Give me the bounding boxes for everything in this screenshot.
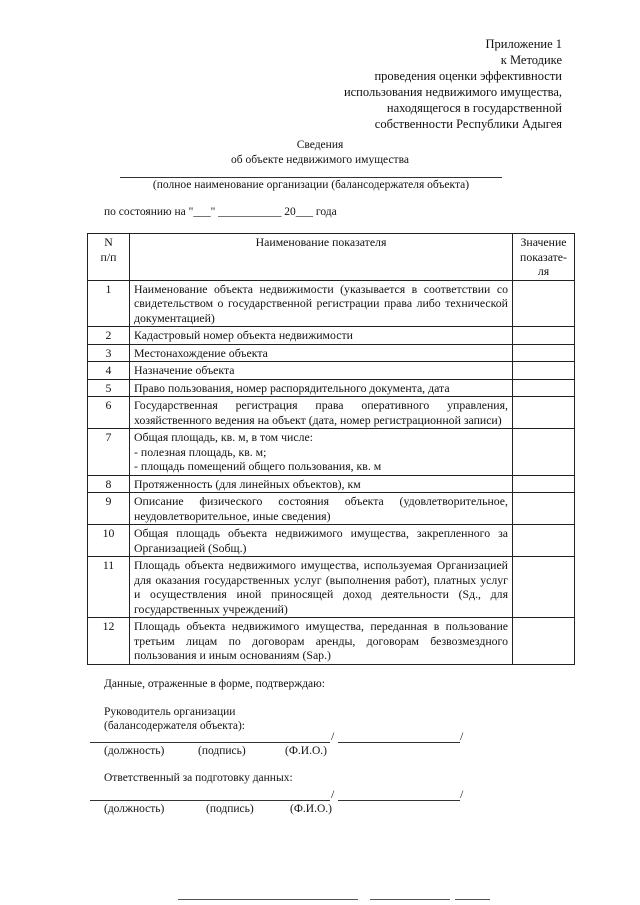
position-signature-line[interactable]	[90, 742, 330, 743]
row-number: 10	[88, 525, 130, 557]
row-indicator-line: Общая площадь, кв. м, в том числе:	[134, 430, 313, 444]
row-indicator: Назначение объекта	[130, 362, 513, 380]
slash-separator: /	[460, 729, 464, 743]
row-value-cell[interactable]	[513, 475, 575, 493]
row-indicator: Протяженность (для линейных объектов), км	[130, 475, 513, 493]
row-value-cell[interactable]	[513, 280, 575, 327]
header-value-line: ля	[537, 264, 550, 278]
caption-name: (Ф.И.О.)	[285, 745, 327, 757]
row-value-cell[interactable]	[513, 379, 575, 397]
appendix-header	[262, 36, 562, 132]
header-value-line: показате-	[520, 249, 567, 264]
row-indicator-line: - площадь помещений общего пользования, кв. м	[134, 459, 382, 473]
row-value-cell[interactable]	[513, 493, 575, 525]
row-number: 11	[88, 557, 130, 618]
row-indicator: Общая площадь объекта недвижимого имущества, закрепленного за Организацией (Sобщ.)	[130, 525, 513, 557]
table-row	[88, 557, 575, 618]
appendix-line: собственности Республики Адыгея	[374, 117, 562, 131]
table-row	[88, 362, 575, 380]
header-number-line: N	[104, 235, 113, 249]
organization-name-line	[120, 177, 502, 178]
row-number: 12	[88, 618, 130, 665]
table-row	[88, 280, 575, 327]
row-indicator: Наименование объекта недвижимости (указывается в соответствии со свидетельством о государственной регистрации права либо технической документацией)	[130, 280, 513, 327]
slash-separator: /	[460, 787, 464, 801]
row-value-cell[interactable]	[513, 362, 575, 380]
responsible-person-label: Ответственный за подготовку данных:	[104, 772, 293, 784]
document-title: Сведения	[296, 139, 344, 151]
table-row	[88, 475, 575, 493]
header-value-line: Значение	[520, 235, 567, 249]
table-row	[88, 618, 575, 665]
table-row	[88, 429, 575, 476]
row-value-cell[interactable]	[513, 618, 575, 665]
table-row	[88, 379, 575, 397]
document-subtitle: об объекте недвижимого имущества	[231, 154, 409, 166]
position-signature-line[interactable]	[90, 800, 330, 801]
row-number: 2	[88, 327, 130, 345]
table-row	[88, 397, 575, 429]
table-header-row	[88, 234, 575, 281]
row-number: 8	[88, 475, 130, 493]
appendix-line: использования недвижимого имущества,	[343, 85, 562, 99]
header-number-line: п/п	[100, 249, 117, 264]
row-indicator: Площадь объекта недвижимого имущества, переданная в пользование третьим лицам по договорам аренды, договорам безвозмездного пользования и иным основаниям (Sар.)	[130, 618, 513, 665]
row-number: 1	[88, 280, 130, 327]
name-line[interactable]	[338, 800, 460, 801]
organization-caption: (полное наименование организации (балансодержателя объекта)	[152, 179, 470, 191]
appendix-line: проведения оценки эффективности	[374, 69, 562, 83]
table-row	[88, 493, 575, 525]
row-number: 7	[88, 429, 130, 476]
caption-position: (должность)	[104, 745, 165, 757]
header-value	[513, 234, 575, 281]
row-value-cell[interactable]	[513, 557, 575, 618]
row-value-cell[interactable]	[513, 429, 575, 476]
row-value-cell[interactable]	[513, 344, 575, 362]
head-of-organization	[104, 705, 245, 733]
head-line: Руководитель организации	[104, 706, 236, 718]
row-indicator: Местонахождение объекта	[130, 344, 513, 362]
row-number: 5	[88, 379, 130, 397]
row-indicator-line: - полезная площадь, кв. м;	[134, 444, 267, 459]
appendix-line: к Методике	[500, 53, 562, 67]
table-row	[88, 327, 575, 345]
slash-separator: /	[331, 787, 335, 801]
head-line: (балансодержателя объекта):	[104, 720, 245, 732]
page-bottom-rule	[178, 899, 358, 900]
row-number: 4	[88, 362, 130, 380]
row-number: 3	[88, 344, 130, 362]
row-number: 6	[88, 397, 130, 429]
header-number	[88, 234, 130, 281]
as-of-date-line: по состоянию на "___" ___________ 20___ года	[104, 206, 337, 218]
row-value-cell[interactable]	[513, 525, 575, 557]
row-number: 9	[88, 493, 130, 525]
table-row	[88, 525, 575, 557]
row-indicator: Кадастровый номер объекта недвижимости	[130, 327, 513, 345]
row-indicator: Площадь объекта недвижимого имущества, используемая Организацией для оказания государственных услуг (выполнения работ), платных услуг и осуществления иной приносящей доход деятельности (Sд., для государственных учреждений)	[130, 557, 513, 618]
page-bottom-rule	[455, 899, 490, 900]
property-info-table	[87, 233, 575, 665]
row-indicator	[130, 429, 513, 476]
confirmation-text: Данные, отраженные в форме, подтверждаю:	[104, 678, 325, 690]
caption-signature: (подпись)	[206, 803, 254, 815]
caption-name: (Ф.И.О.)	[290, 803, 332, 815]
row-value-cell[interactable]	[513, 327, 575, 345]
row-value-cell[interactable]	[513, 397, 575, 429]
row-indicator: Право пользования, номер распорядительного документа, дата	[130, 379, 513, 397]
page-bottom-rule	[370, 899, 450, 900]
appendix-line: Приложение 1	[485, 37, 562, 51]
name-line[interactable]	[338, 742, 460, 743]
header-name: Наименование показателя	[130, 234, 513, 281]
caption-position: (должность)	[104, 803, 165, 815]
table-row	[88, 344, 575, 362]
row-indicator: Описание физического состояния объекта (удовлетворительное, неудовлетворительное, иные сведения)	[130, 493, 513, 525]
caption-signature: (подпись)	[198, 745, 246, 757]
row-indicator: Государственная регистрация права оперативного управления, хозяйственного ведения на объект (дата, номер регистрационной записи)	[130, 397, 513, 429]
slash-separator: /	[331, 729, 335, 743]
appendix-line: находящегося в государственной	[386, 101, 562, 115]
